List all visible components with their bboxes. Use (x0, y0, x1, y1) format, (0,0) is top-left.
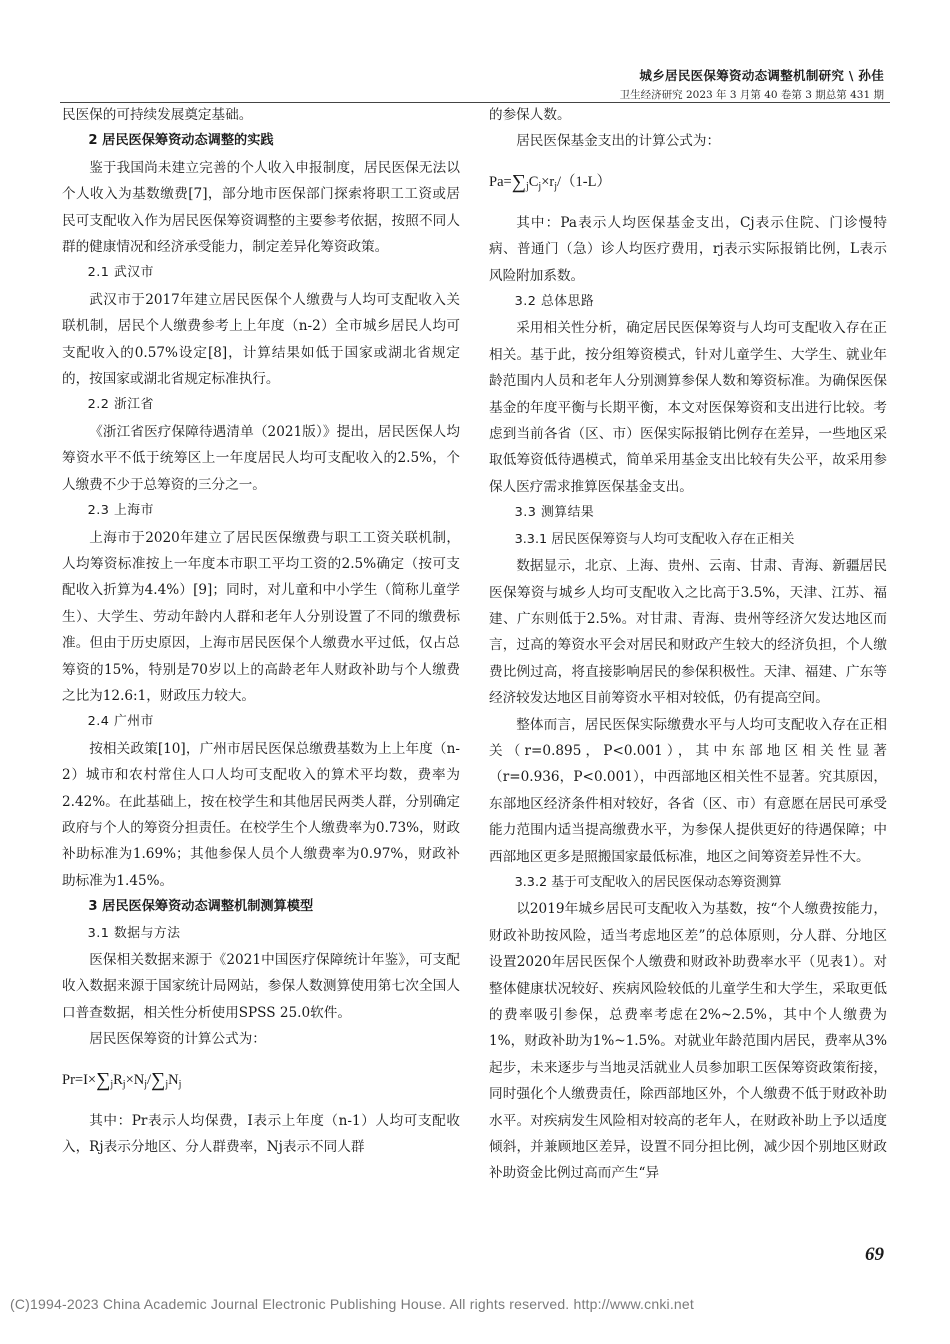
paragraph: 居民医保筹资的计算公式为： (89, 1031, 266, 1048)
subsection-heading-3-3: 3.3 测算结果 (514, 505, 595, 521)
subscript-j: j (525, 180, 529, 192)
running-header-title: 城乡居民医保筹资动态调整机制研究 \ 孙佳 (639, 68, 884, 83)
paragraph: 上海市于2020年建立了居民医保缴费与职工工资关联机制，人均筹资标准按上一年度本市职工平均工资的2.5%确定（按可支配收入折算为4.4%）[9]；同时，对儿童和中小学生（简称儿童学生）、大学生、劳动年龄内人群和老年人分别设置了不同的缴费标准。但由于历史原因，上海市居民医保个人缴费水平过低，仅占总筹资的15%，特别是70岁以上的高龄老年人财政补助与个人缴费之比为12.6:1，财政压力较大。 (62, 529, 460, 704)
subsection-heading-2-3: 2.3 上海市 (87, 503, 154, 519)
right-column (489, 102, 887, 1187)
paragraph: 武汉市于2017年建立居民医保个人缴费与人均可支配收入关联机制，居民个人缴费参考上上年度（n-2）全市城乡居民人均可支配收入的0.57%设定[8]，计算结果如低于国家或湖北省规定的，按国家或湖北省规定标准执行。 (62, 291, 460, 388)
subsection-heading-3-1: 3.1 数据与方法 (87, 925, 181, 941)
subsection-heading-3-3-2: 3.3.2 基于可支配收入的居民医保动态筹资测算 (514, 874, 782, 890)
paragraph: 其中：Pa表示人均医保基金支出，Cj表示住院、门诊慢特病、普通门（急）诊人均医疗费用，rj表示实际报销比例，L表示风险附加系数。 (489, 214, 887, 284)
paragraph: 数据显示，北京、上海、贵州、云南、甘肃、青海、新疆居民医保筹资与城乡人均可支配收入之比高于3.5%，天津、江苏、福建、广东则低于2.5%。对甘肃、青海、贵州等经济欠发达地区而言，过高的筹资水平会对居民和财政产生较大的经济负担，个人缴费比例过高，将直接影响居民的参保积极性。天津、福建、广东等经济较发达地区目前筹资水平相对较低，仍有提高空间。 (489, 558, 887, 707)
formula-text: N (168, 1071, 179, 1088)
subsection-heading-3-3-1: 3.3.1 居民医保筹资与人均可支配收入存在正相关 (514, 531, 795, 547)
page-number: 69 (865, 1244, 884, 1265)
formula-text: / (147, 1071, 152, 1088)
section-heading-2: 2 居民医保筹资动态调整的实践 (88, 133, 274, 149)
subsection-heading-3-2: 3.2 总体思路 (514, 294, 595, 310)
sigma-symbol: ∑ (96, 1068, 111, 1091)
subscript-j: j (178, 1078, 182, 1090)
subscript-j: j (144, 1078, 148, 1090)
subsection-heading-2-1: 2.1 武汉市 (87, 265, 154, 281)
subscript-j: j (122, 1078, 126, 1090)
formula-text: ×N (125, 1071, 145, 1088)
subsection-heading-2-4: 2.4 广州市 (87, 714, 154, 730)
formula-text: C (528, 173, 539, 190)
left-column (62, 102, 460, 1160)
sigma-symbol: ∑ (151, 1068, 166, 1091)
paragraph: 居民医保基金支出的计算公式为： (516, 133, 721, 150)
paragraph: 整体而言，居民医保实际缴费水平与人均可支配收入存在正相关（r=0.895，P<0.001），其中东部地区相关性显著（r=0.936，P<0.001），中西部地区相关性不显著。究其原因，东部地区经济条件相对较好，各省（区、市）有意愿在居民可承受能力范围内适当提高缴费水平，为参保人提供更好的待遇保障；中西部地区更多是照搬国家最低标准，地区之间筹资差异性不大。 (489, 716, 887, 865)
sigma-symbol: ∑ (511, 170, 526, 193)
subscript-j: j (538, 180, 542, 192)
running-header-journal-info: 卫生经济研究 2023 年 3 月第 40 卷第 3 期总第 431 期 (619, 89, 884, 101)
paragraph: 按相关政策[10]，广州市居民医保总缴费基数为上上年度（n-2）城市和农村常住人口人均可支配收入的算术平均数，费率为2.42%。在此基础上，按在校学生和其他居民两类人群，分别确定政府与个人的筹资分担责任。在校学生个人缴费率为0.73%，财政补助标准为1.69%；其他参保人员个人缴费率为0.97%，财政补助标准为1.45%。 (62, 740, 460, 889)
formula-text: Pr=I× (62, 1071, 97, 1088)
paragraph: 其中：Pr表示人均保费，I表示上年度（n-1）人均可支配收入，Rj表示分地区、分人群费率，Nj表示不同人群 (62, 1112, 460, 1156)
paragraph: 民医保的可持续发展奠定基础。 (62, 107, 253, 123)
formula-text: /（1-L） (556, 173, 611, 190)
formula-text: R (113, 1071, 123, 1088)
formula-text: Pa= (489, 173, 512, 190)
section-heading-3: 3 居民医保筹资动态调整机制测算模型 (88, 899, 314, 915)
paragraph: 《浙江省医疗保障待遇清单（2021版）》提出，居民医保人均筹资水平不低于统筹区上一年度居民人均可支配收入的2.5%，个人缴费不少于总筹资的三分之一。 (62, 423, 460, 493)
paragraph: 医保相关数据来源于《2021中国医疗保障统计年鉴》，可支配收入数据来源于国家统计局网站，参保人数测算使用第七次全国人口普查数据，相关性分析使用SPSS 25.0软件。 (62, 952, 460, 1021)
paragraph: 以2019年城乡居民可支配收入为基数，按“个人缴费按能力，财政补助按风险，适当考虑地区差”的总体原则，分人群、分地区设置2020年居民医保个人缴费和财政补助费率水平（见表1）。对整体健康状况较好、疾病风险较低的儿童学生和大学生，采取更低的费率吸引参保，总费率考虑在2%~2.5%，其中个人缴费为1%，财政补助为1%~1.5%。对就业年龄范围内居民，费率从3%起步，未来逐步与当地灵活就业人员参加职工医保筹资政策衔接，同时强化个人缴费责任，除西部地区外，个人缴费不低于财政补助水平。对疾病发生风险相对较高的老年人，在财政补助上予以适度倾斜，并兼顾地区差异，设置不同分担比例，减少因个别地区财政补助资金比例过高而产生“异 (489, 901, 887, 1182)
subsection-heading-2-2: 2.2 浙江省 (87, 397, 154, 413)
subscript-j: j (554, 180, 557, 192)
formula-premium (62, 1053, 460, 1108)
copyright-footer: (C)1994-2023 China Academic Journal Electronic Publishing House. All rights reserved. http://www.cnki.net (10, 1296, 694, 1312)
paragraph: 采用相关性分析，确定居民医保筹资与人均可支配收入存在正相关。基于此，按分组筹资模式，针对儿童学生、大学生、就业年龄范围内人员和老年人分别测算参保人数和筹资标准。为确保医保基金的年度平衡与长期平衡，本文对医保筹资和支出进行比较。考虑到当前各省（区、市）医保实际报销比例存在差异，一些地区采取低筹资低待遇模式，简单采用基金支出比较有失公平，故采用参保人医疗需求推算医保基金支出。 (489, 320, 887, 495)
formula-text: ×r (541, 173, 555, 190)
formula-expenditure (489, 155, 887, 210)
subscript-j: j (110, 1078, 114, 1090)
paragraph: 的参保人数。 (489, 107, 571, 123)
subscript-j: j (165, 1078, 169, 1090)
paragraph: 鉴于我国尚未建立完善的个人收入申报制度，居民医保无法以个人收入为基数缴费[7]，部分地市医保部门探索将职工工资或居民可支配收入作为居民医保筹资调整的主要参考依据，按照不同人群的健康情况和经济承受能力，制定差异化筹资政策。 (62, 159, 460, 256)
